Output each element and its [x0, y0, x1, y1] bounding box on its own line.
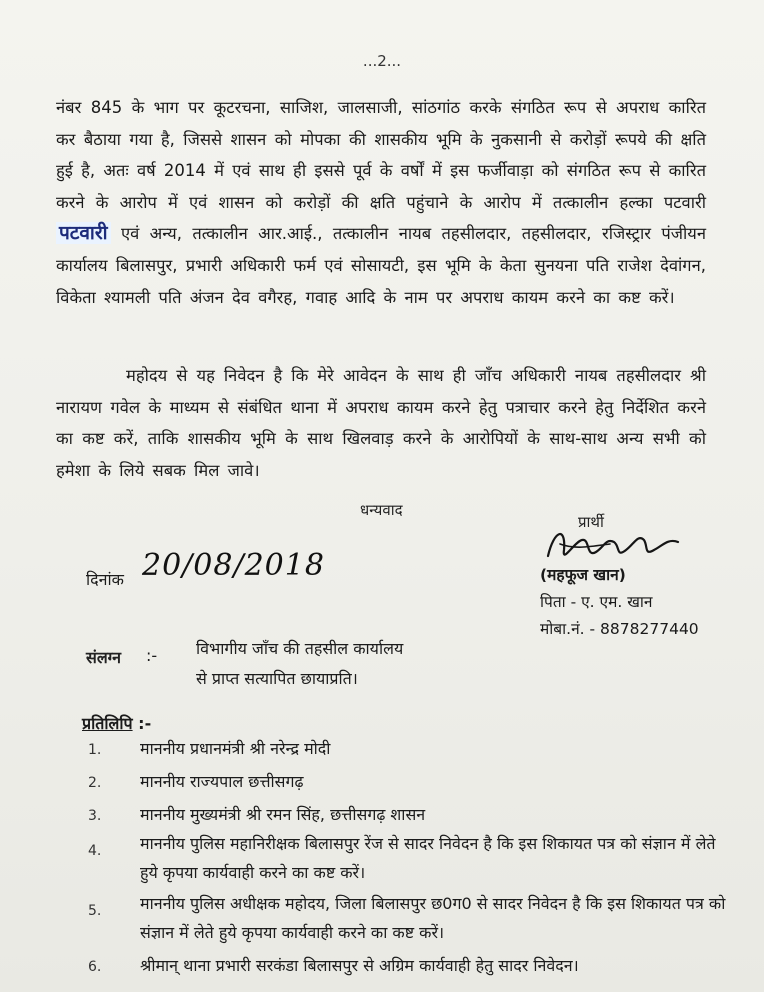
cc-item	[78, 829, 738, 887]
cc-item-text: श्रीमान् थाना प्रभारी सरकंडा बिलासपुर से अग्रिम कार्यवाही हेतु सादर निवेदन।	[140, 956, 579, 975]
cc-item	[78, 800, 738, 829]
enclosure-line-2: से प्राप्त सत्यापित छायाप्रति।	[196, 669, 358, 688]
enclosure-line-1: विभागीय जाँच की तहसील कार्यालय	[196, 639, 404, 658]
cc-item-text: माननीय राज्यपाल छत्तीसगढ़	[140, 772, 304, 791]
cc-separator: :-	[138, 714, 152, 733]
enclosure-text	[196, 634, 496, 694]
enclosure-label: संलग्न	[86, 648, 122, 667]
cc-item-number: 4.	[88, 843, 102, 859]
cc-item	[78, 889, 738, 947]
cc-list	[78, 730, 738, 975]
cc-item	[78, 767, 738, 796]
cc-item	[78, 951, 738, 980]
date-label: दिनांक	[86, 570, 124, 589]
cc-item-text: माननीय पुलिस महानिरीक्षक बिलासपुर रेंज से सादर निवेदन है कि इस शिकायत पत्र को संज्ञान में लेते हुये कृपया कार्यवाही करने का कष्ट करें।	[140, 834, 716, 882]
paragraph-1	[56, 92, 706, 313]
cc-label: प्रतिलिपि	[82, 714, 133, 733]
sender-name: (महफूज खान)	[540, 566, 626, 584]
sender-block	[540, 562, 699, 643]
enclosure-separator: :-	[146, 646, 158, 665]
sender-father: पिता - ए. एम. खान	[540, 593, 653, 611]
cc-item-text: माननीय मुख्यमंत्री श्री रमन सिंह, छत्तीसगढ़ शासन	[140, 805, 426, 824]
paragraph-1-text-after: एवं अन्य, तत्कालीन आर.आई., तत्कालीन नायब तहसीलदार, तहसीलदार, रजिस्ट्रार पंजीयन कार्यालय बिलासपुर, प्रभारी अधिकारी फर्म एवं सोसायटी, इस भूमि के केता सुनयना पति राजेश देवांगन, विकेता श्यामली पति अंजन देव वगैरह, गवाह आदि के नाम पर अपराध कायम करने का कष्ट करें।	[56, 224, 706, 307]
handwritten-date: 20/08/2018	[142, 548, 325, 583]
sender-mobile: मोबा.नं. - 8878277440	[540, 620, 699, 638]
cc-item-number: 2.	[88, 775, 102, 791]
thanks-text: धन्यवाद	[360, 501, 403, 519]
highlighted-word: पटवारी	[56, 222, 111, 244]
paragraph-1-text-before: नंबर 845 के भाग पर कूटरचना, साजिश, जालसाजी, सांठगांठ करके संगठित रूप से अपराध कारित कर बैठाया गया है, जिससे शासन को मोपका की शासकीय भूमि के नुकसानी से करोड़ों रूपये की क्षति हुई है, अतः वर्ष 2014 में एवं साथ ही इससे पूर्व के वर्षों में इस फर्जीवाड़ा को संगठित रूप से कारित करने के आरोप में एवं शासन को करोड़ों की क्षति पहुंचाने के आरोप में तत्कालीन हल्का पटवारी	[56, 98, 706, 212]
cc-item	[78, 734, 738, 763]
paragraph-2: महोदय से यह निवेदन है कि मेरे आवेदन के साथ ही जाँच अधिकारी नायब तहसीलदार श्री नारायण गवेल के माध्यम से संबंधित थाना में अपराध कायम करने हेतु पत्राचार करने हेतु निर्देशित करने का कष्ट करें, ताकि शासकीय भूमि के साथ खिलवाड़ करने के आरोपियों के साथ-साथ अन्य सभी को हमेशा के लिये सबक मिल जावे।	[56, 366, 706, 480]
cc-item-number: 1.	[88, 742, 102, 758]
cc-item-number: 3.	[88, 808, 102, 824]
cc-item-number: 6.	[88, 959, 102, 975]
cc-item-text: माननीय प्रधानमंत्री श्री नरेन्द्र मोदी	[140, 739, 331, 758]
cc-item-text: माननीय पुलिस अधीक्षक महोदय, जिला बिलासपुर छ0ग0 से सादर निवेदन है कि इस शिकायत पत्र को संज्ञान में लेते हुये कृपया कार्यवाही करने का कष्ट करें।	[140, 894, 726, 942]
page-number: ...2...	[362, 52, 402, 70]
cc-item-number: 5.	[88, 903, 102, 919]
applicant-label: प्रार्थी	[578, 513, 604, 531]
